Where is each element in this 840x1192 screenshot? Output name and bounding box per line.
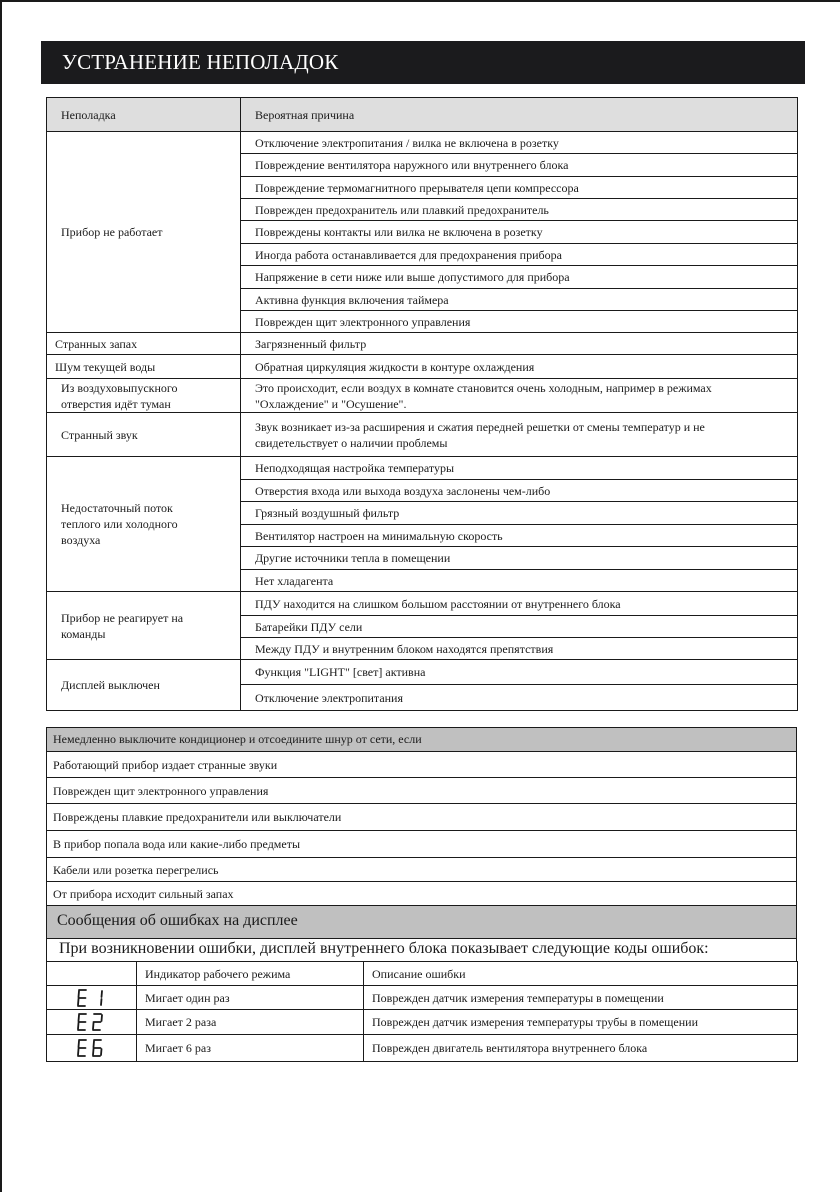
- cause-cell: Вентилятор настроен на минимальную скорость: [241, 525, 798, 547]
- error-intro: [46, 938, 797, 961]
- cause-cell: Активна функция включения таймера: [241, 289, 798, 311]
- page-title: УСТРАНЕНИЕ НЕПОЛАДОК: [62, 50, 339, 74]
- error-row: [47, 986, 798, 1010]
- immediate-action-item: В прибор попала вода или какие-либо предметы: [47, 831, 797, 858]
- error-description-cell: Поврежден датчик измерения температуры трубы в помещении: [364, 1010, 798, 1035]
- error-indicator-cell: Мигает 2 раза: [137, 1010, 364, 1035]
- header-code: [47, 962, 137, 986]
- table-header-row: [47, 98, 798, 132]
- error-code-cell: [47, 986, 137, 1010]
- error-row: [47, 1010, 798, 1035]
- cause-cell: Другие источники тепла в помещении: [241, 547, 798, 570]
- cause-cell: Иногда работа останавливается для предохранения прибора: [241, 244, 798, 266]
- cause-cell: Повреждены контакты или вилка не включена в розетку: [241, 221, 798, 244]
- error-messages-heading-bar: [46, 905, 797, 939]
- error-intro-text: При возникновении ошибки, дисплей внутреннего блока показывает следующие коды ошибок:: [59, 940, 709, 957]
- error-indicator-cell: Мигает один раз: [137, 986, 364, 1010]
- cause-cell: Поврежден предохранитель или плавкий предохранитель: [241, 199, 798, 221]
- cause-cell: Функция "LIGHT" [свет] активна: [241, 660, 798, 685]
- table-row: [47, 355, 798, 379]
- problem-cell: Прибор не реагирует на команды: [47, 592, 241, 660]
- immediate-action-item: Поврежден щит электронного управления: [47, 778, 797, 804]
- cause-cell: Повреждение термомагнитного прерывателя цепи компрессора: [241, 177, 798, 199]
- cause-cell: Это происходит, если воздух в комнате становится очень холодным, например в режимах "Охлаждение" и "Осушение".: [241, 379, 798, 413]
- cause-cell: ПДУ находится на слишком большом расстоянии от внутреннего блока: [241, 592, 798, 616]
- immediate-action-heading-bar: [46, 727, 797, 752]
- page-frame-top: [0, 0, 840, 2]
- cause-cell: Повреждение вентилятора наружного или внутреннего блока: [241, 154, 798, 177]
- error-row: [47, 1035, 798, 1062]
- header-description: Описание ошибки: [364, 962, 798, 986]
- error-codes-table: [46, 961, 798, 1062]
- table-row: [47, 132, 798, 154]
- cause-cell: Загрязненный фильтр: [241, 333, 798, 355]
- problem-cell: Прибор не работает: [47, 132, 241, 333]
- title-banner: [41, 41, 805, 84]
- list-item: [47, 778, 797, 804]
- error-description-cell: Поврежден двигатель вентилятора внутреннего блока: [364, 1035, 798, 1062]
- cause-cell: Напряжение в сети ниже или выше допустимого для прибора: [241, 266, 798, 289]
- list-item: [47, 752, 797, 778]
- error-indicator-cell: Мигает 6 раз: [137, 1035, 364, 1062]
- problem-cell: Шум текущей воды: [47, 355, 241, 379]
- page-frame-left: [0, 0, 2, 1192]
- problem-cell: Из воздуховыпускного отверстия идёт туман: [47, 379, 241, 413]
- header-cause: Вероятная причина: [241, 98, 798, 132]
- error-table-header-row: [47, 962, 798, 986]
- header-problem: Неполадка: [47, 98, 241, 132]
- cause-cell: Отверстия входа или выхода воздуха заслонены чем-либо: [241, 480, 798, 502]
- error-code-cell: [47, 1035, 137, 1062]
- cause-cell: Отключение электропитания / вилка не включена в розетку: [241, 132, 798, 154]
- table-row: [47, 379, 798, 413]
- problem-cell: Странных запах: [47, 333, 241, 355]
- cause-cell: Отключение электропитания: [241, 685, 798, 711]
- list-item: [47, 882, 797, 906]
- cause-cell: Между ПДУ и внутренним блоком находятся препятствия: [241, 638, 798, 660]
- table-row: [47, 413, 798, 457]
- problem-cell: Странный звук: [47, 413, 241, 457]
- immediate-action-list: [46, 751, 797, 906]
- cause-cell: Нет хладагента: [241, 570, 798, 592]
- table-row: [47, 457, 798, 480]
- cause-cell: Обратная циркуляция жидкости в контуре охлаждения: [241, 355, 798, 379]
- table-row: [47, 660, 798, 685]
- cause-cell: Грязный воздушный фильтр: [241, 502, 798, 525]
- list-item: [47, 804, 797, 831]
- problem-cell: Дисплей выключен: [47, 660, 241, 711]
- header-indicator: Индикатор рабочего режима: [137, 962, 364, 986]
- immediate-action-heading: Немедленно выключите кондиционер и отсоедините шнур от сети, если: [53, 732, 422, 746]
- table-row: [47, 592, 798, 616]
- immediate-action-item: От прибора исходит сильный запах: [47, 882, 797, 906]
- immediate-action-item: Повреждены плавкие предохранители или выключатели: [47, 804, 797, 831]
- troubleshooting-table: [46, 97, 798, 711]
- seven-segment-error-code-icon: [75, 1012, 136, 1032]
- problem-cell: Недостаточный поток теплого или холодного воздуха: [47, 457, 241, 592]
- error-description-cell: Поврежден датчик измерения температуры в помещении: [364, 986, 798, 1010]
- list-item: [47, 858, 797, 882]
- cause-cell: Батарейки ПДУ сели: [241, 616, 798, 638]
- immediate-action-item: Кабели или розетка перегрелись: [47, 858, 797, 882]
- immediate-action-item: Работающий прибор издает странные звуки: [47, 752, 797, 778]
- error-messages-heading: Сообщения об ошибках на дисплее: [57, 912, 298, 929]
- seven-segment-error-code-icon: [75, 988, 136, 1008]
- cause-cell: Неподходящая настройка температуры: [241, 457, 798, 480]
- list-item: [47, 831, 797, 858]
- table-row: [47, 333, 798, 355]
- seven-segment-error-code-icon: [75, 1038, 136, 1058]
- cause-cell: Поврежден щит электронного управления: [241, 311, 798, 333]
- cause-cell: Звук возникает из-за расширения и сжатия передней решетки от смены температур и не свидетельствует о наличии проблемы: [241, 413, 798, 457]
- error-code-cell: [47, 1010, 137, 1035]
